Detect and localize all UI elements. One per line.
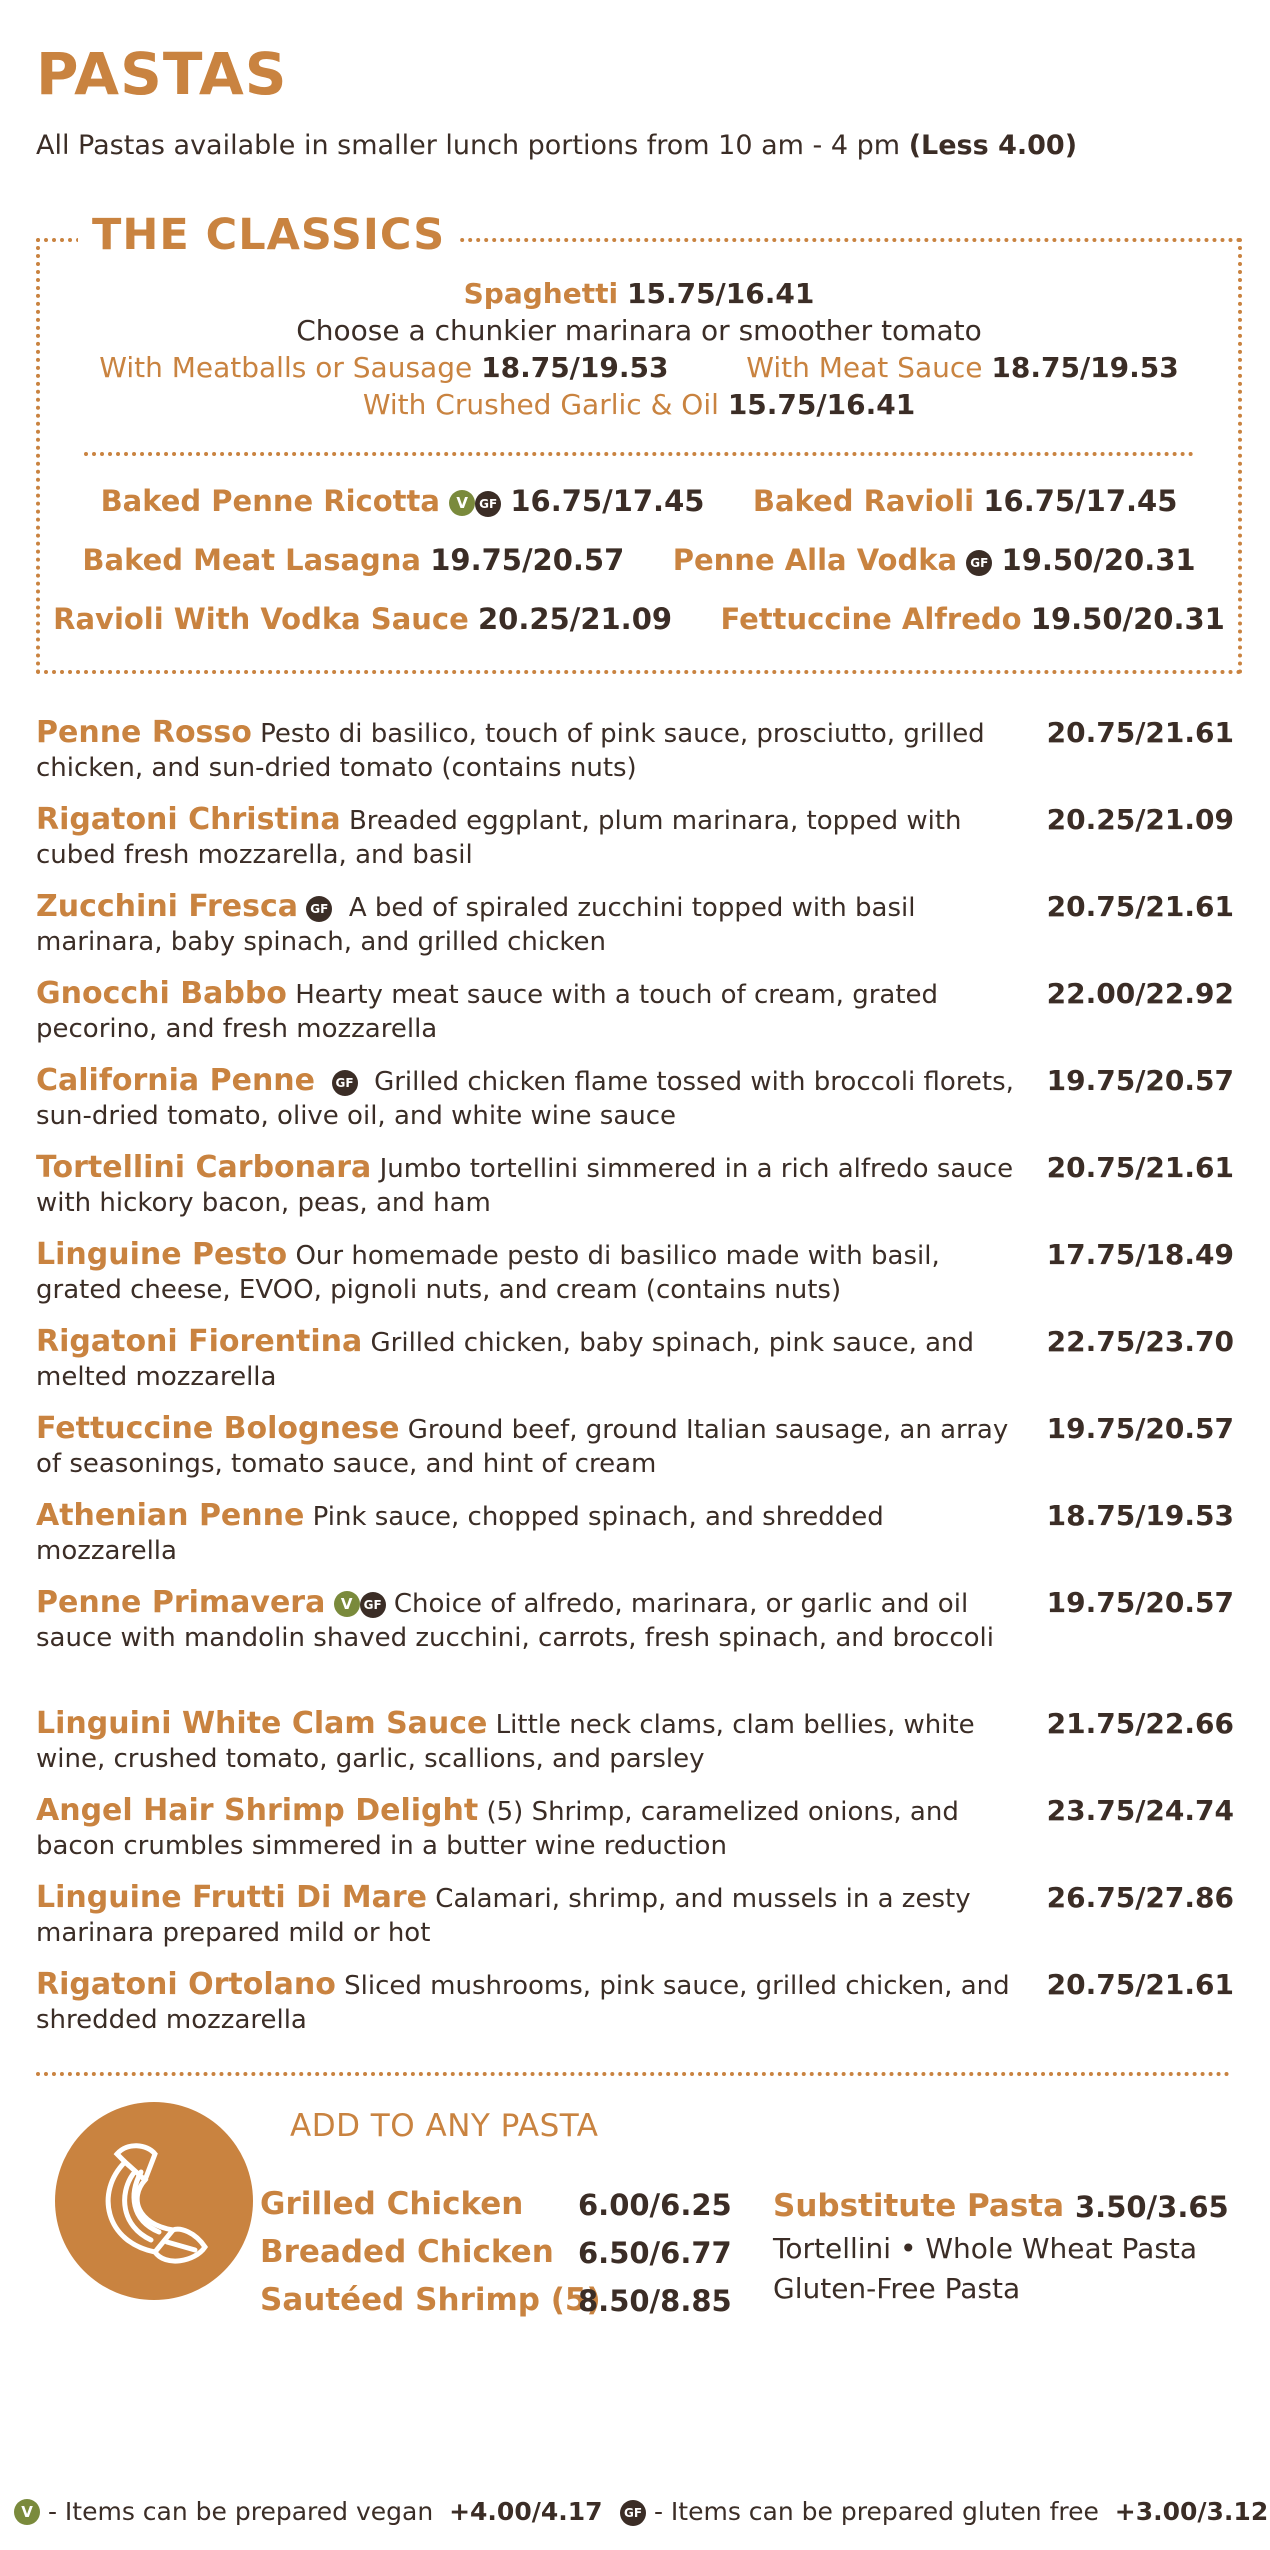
- classics-row-2: [40, 543, 1238, 577]
- item-name: Tortellini Carbonara: [36, 1150, 372, 1185]
- item-desc: Calamari, shrimp, and mussels in a zesty marinara prepared mild or hot: [36, 1884, 971, 1948]
- fettuccine-alfredo-price: 19.50/20.31: [1030, 602, 1225, 636]
- menu-item: [36, 1238, 1234, 1307]
- item-desc: Ground beef, ground Italian sausage, an array of seasonings, tomato sauce, and hint of cream: [36, 1415, 1009, 1479]
- page-title: PASTAS: [36, 40, 288, 108]
- menu-item: [36, 803, 1234, 872]
- item-name: Angel Hair Shrimp Delight: [36, 1793, 479, 1828]
- item-price: 20.25/21.09: [1046, 803, 1234, 836]
- menu-item: [36, 1412, 1234, 1481]
- baked-meat-lasagna-name: Baked Meat Lasagna: [82, 543, 422, 577]
- menu-item: [36, 1586, 1234, 1655]
- spaghetti-name: Spaghetti: [463, 277, 619, 310]
- menu-item: [36, 890, 1234, 959]
- substitute-pasta-price: 3.50/3.65: [1075, 2190, 1229, 2224]
- gluten-free-badge-icon: GF: [475, 491, 501, 517]
- item-name: Athenian Penne: [36, 1498, 305, 1533]
- item-name: Linguine Pesto: [36, 1237, 288, 1272]
- option-meat-sauce-name: With Meat Sauce: [746, 351, 983, 384]
- option-meatballs-price: 18.75/19.53: [481, 351, 669, 384]
- substitute-options-1: Tortellini • Whole Wheat Pasta: [773, 2232, 1198, 2265]
- add-on-name: Sautéed Shrimp (5): [260, 2282, 601, 2318]
- item-name: Linguine Frutti Di Mare: [36, 1880, 428, 1915]
- lunch-portion-note: [36, 130, 1077, 161]
- item-desc: Pesto di basilico, touch of pink sauce, prosciutto, grilled chicken, and sun-dried tomato (contains nuts): [36, 719, 985, 783]
- vegan-legend-text: - Items can be prepared vegan: [47, 2497, 434, 2526]
- item-desc: Our homemade pesto di basilico made with basil, grated cheese, EVOO, pignoli nuts, and cream (contains nuts): [36, 1241, 940, 1305]
- item-price: 19.75/20.57: [1046, 1064, 1234, 1097]
- gluten-free-legend: [620, 2497, 1268, 2526]
- item-name: Rigatoni Ortolano: [36, 1967, 336, 2002]
- option-garlic-oil-name: With Crushed Garlic & Oil: [362, 388, 719, 421]
- item-desc: Jumbo tortellini simmered in a rich alfredo sauce with hickory bacon, peas, and ham: [36, 1154, 1014, 1218]
- spaghetti-options-2: [40, 388, 1238, 421]
- spaghetti-line: [40, 277, 1238, 310]
- item-price: 21.75/22.66: [1046, 1707, 1234, 1740]
- gluten-free-legend-text: - Items can be prepared gluten free: [653, 2497, 1099, 2526]
- spaghetti-desc: Choose a chunkier marinara or smoother tomato: [296, 314, 982, 347]
- item-price: 20.75/21.61: [1046, 890, 1234, 923]
- item-name: Rigatoni Fiorentina: [36, 1324, 363, 1359]
- ravioli-vodka-name: Ravioli With Vodka Sauce: [53, 602, 469, 636]
- gluten-free-badge-icon: GF: [306, 896, 332, 922]
- item-name: Linguini White Clam Sauce: [36, 1706, 488, 1741]
- vegan-legend: [14, 2497, 603, 2526]
- baked-ravioli-price: 16.75/17.45: [983, 484, 1178, 518]
- item-name: Penne Primavera: [36, 1585, 326, 1620]
- fettuccine-alfredo-name: Fettuccine Alfredo: [720, 602, 1022, 636]
- penne-alla-vodka-name: Penne Alla Vodka: [672, 543, 958, 577]
- item-price: 20.75/21.61: [1046, 1151, 1234, 1184]
- menu-item: [36, 1499, 1234, 1568]
- penne-alla-vodka-price: 19.50/20.31: [1001, 543, 1196, 577]
- item-desc: Grilled chicken, baby spinach, pink sauce, and melted mozzarella: [36, 1328, 975, 1392]
- add-on-name: Grilled Chicken: [260, 2186, 524, 2222]
- pasta-icon: [55, 2102, 253, 2300]
- item-desc: Hearty meat sauce with a touch of cream, grated pecorino, and fresh mozzarella: [36, 980, 939, 1044]
- baked-ravioli-name: Baked Ravioli: [752, 484, 975, 518]
- menu-item: [36, 977, 1234, 1046]
- item-price: 19.75/20.57: [1046, 1586, 1234, 1619]
- classics-row-3: [40, 602, 1238, 636]
- classics-row-1: [40, 484, 1238, 518]
- option-meatballs-name: With Meatballs or Sausage: [99, 351, 473, 384]
- item-price: 22.00/22.92: [1046, 977, 1234, 1010]
- gluten-free-legend-price: +3.00/3.12: [1114, 2497, 1269, 2526]
- lunch-note-discount: (Less 4.00): [908, 130, 1078, 161]
- item-desc: Choice of alfredo, marinara, or garlic and oil sauce with mandolin shaved zucchini, carrots, fresh spinach, and broccoli: [36, 1589, 994, 1653]
- add-on-name: Breaded Chicken: [260, 2234, 554, 2270]
- menu-item: [36, 1794, 1234, 1863]
- item-name: Gnocchi Babbo: [36, 976, 287, 1011]
- vegan-badge-icon: V: [14, 2499, 40, 2525]
- item-name: Fettuccine Bolognese: [36, 1411, 400, 1446]
- spaghetti-price: 15.75/16.41: [626, 277, 815, 310]
- gluten-free-badge-icon: GF: [620, 2500, 646, 2526]
- menu-item: [36, 1064, 1234, 1133]
- item-price: 20.75/21.61: [1046, 1968, 1234, 2001]
- gluten-free-badge-icon: GF: [332, 1070, 358, 1096]
- lunch-note-text: All Pastas available in smaller lunch portions from 10 am - 4 pm: [36, 130, 901, 161]
- ravioli-vodka-price: 20.25/21.09: [478, 602, 673, 636]
- item-name: Rigatoni Christina: [36, 802, 341, 837]
- menu-item: [36, 1325, 1234, 1394]
- item-price: 18.75/19.53: [1046, 1499, 1234, 1532]
- menu-item: [36, 1968, 1234, 2037]
- menu-item: [36, 1881, 1234, 1950]
- substitute-options-2: Gluten-Free Pasta: [773, 2272, 1021, 2305]
- item-desc: Pink sauce, chopped spinach, and shredded mozzarella: [36, 1502, 884, 1566]
- classics-section: [36, 210, 1242, 674]
- item-desc: Grilled chicken flame tossed with broccoli florets, sun-dried tomato, olive oil, and white wine sauce: [36, 1067, 1014, 1131]
- item-price: 26.75/27.86: [1046, 1881, 1234, 1914]
- classics-title: THE CLASSICS: [78, 210, 459, 260]
- item-price: 22.75/23.70: [1046, 1325, 1234, 1358]
- gluten-free-badge-icon: GF: [966, 550, 992, 576]
- add-ons-divider: [36, 2072, 1230, 2076]
- gluten-free-badge-icon: GF: [360, 1592, 386, 1618]
- substitute-pasta-name: Substitute Pasta: [773, 2188, 1065, 2224]
- option-garlic-oil-price: 15.75/16.41: [727, 388, 916, 421]
- add-ons-title: ADD TO ANY PASTA: [290, 2108, 599, 2144]
- baked-penne-ricotta-price: 16.75/17.45: [510, 484, 705, 518]
- item-price: 23.75/24.74: [1046, 1794, 1234, 1827]
- add-on-price: 8.50/8.85: [578, 2284, 732, 2318]
- baked-penne-ricotta-name: Baked Penne Ricotta: [100, 484, 440, 518]
- vegan-badge-icon: V: [334, 1591, 360, 1617]
- item-desc: Breaded eggplant, plum marinara, topped with cubed fresh mozzarella, and basil: [36, 806, 962, 870]
- menu-item: [36, 1151, 1234, 1220]
- add-on-price: 6.50/6.77: [578, 2236, 732, 2270]
- add-on-price: 6.00/6.25: [578, 2188, 732, 2222]
- spaghetti-options-1: [40, 351, 1238, 384]
- menu-item: [36, 1707, 1234, 1776]
- item-price: 20.75/21.61: [1046, 716, 1234, 749]
- item-name: Zucchini Fresca: [36, 889, 299, 924]
- baked-meat-lasagna-price: 19.75/20.57: [430, 543, 625, 577]
- item-desc: Little neck clams, clam bellies, white wine, crushed tomato, garlic, scallions, and parsley: [36, 1710, 975, 1774]
- item-name: California Penne: [36, 1063, 316, 1098]
- classics-divider: [84, 452, 1194, 456]
- item-desc: Sliced mushrooms, pink sauce, grilled chicken, and shredded mozzarella: [36, 1971, 1010, 2035]
- item-desc: A bed of spiraled zucchini topped with basil marinara, baby spinach, and grilled chicken: [36, 893, 916, 957]
- item-desc: (5) Shrimp, caramelized onions, and bacon crumbles simmered in a butter wine reduction: [36, 1797, 959, 1861]
- item-name: Penne Rosso: [36, 715, 252, 750]
- item-price: 17.75/18.49: [1046, 1238, 1234, 1271]
- item-price: 19.75/20.57: [1046, 1412, 1234, 1445]
- menu-item: [36, 716, 1234, 785]
- vegan-badge-icon: V: [449, 490, 475, 516]
- vegan-legend-price: +4.00/4.17: [449, 2497, 603, 2526]
- option-meat-sauce-price: 18.75/19.53: [991, 351, 1179, 384]
